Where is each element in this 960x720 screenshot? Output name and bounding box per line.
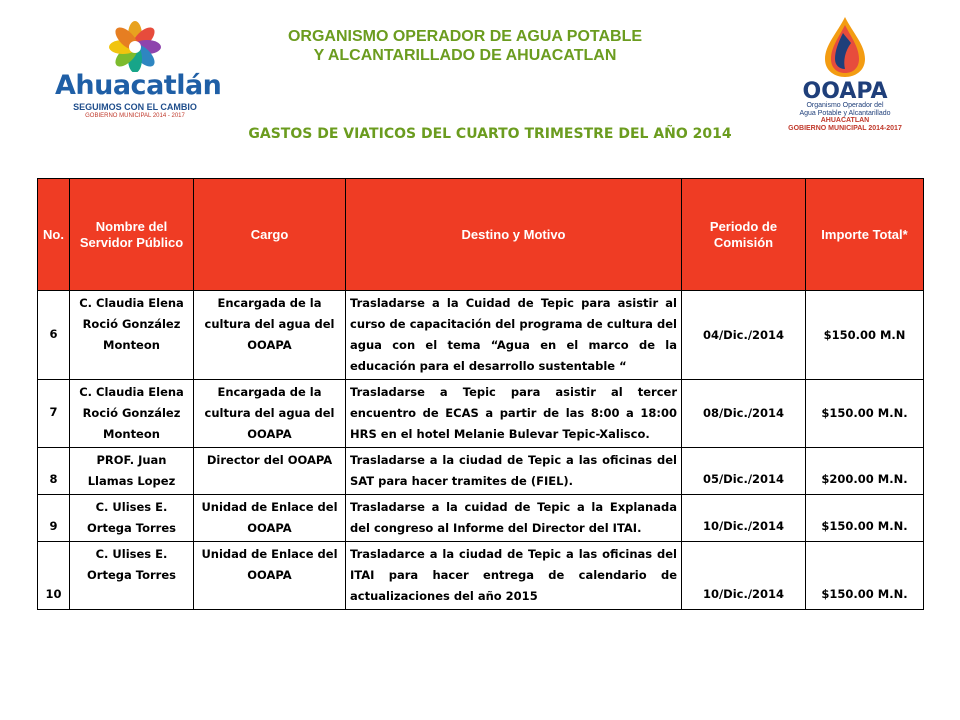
table-row — [38, 448, 924, 495]
cell-importe: $150.00 M.N. — [806, 380, 924, 448]
ooapa-brand: OOAPA — [802, 79, 888, 104]
travel-expenses-table — [37, 178, 924, 610]
cell-no: 9 — [38, 495, 70, 542]
organization-title-line2: Y ALCANTARILLADO DE AHUACATLAN — [313, 47, 617, 64]
ahuacatlan-brand: Ahuacatlán — [55, 70, 222, 101]
ahuacatlan-slogan: SEGUIMOS CON EL CAMBIO — [73, 102, 197, 112]
table-row — [38, 542, 924, 610]
cell-periodo: 10/Dic./2014 — [682, 542, 806, 610]
cell-cargo: Encargada de la cultura del agua del OOAPA — [194, 291, 346, 380]
ooapa-subtext-line1: Organismo Operador del — [806, 102, 884, 109]
ooapa-logo — [770, 15, 920, 130]
cell-no: 8 — [38, 448, 70, 495]
cell-nombre: C. Ulises E. Ortega Torres — [70, 542, 194, 610]
cell-destino: Trasladarse a Tepic para asistir al tercer encuentro de ECAS a partir de las 8:00 a 18:00 HRS en el hotel Melanie Bulevar Tepic-Xalisco. — [346, 380, 682, 448]
cell-importe: $150.00 M.N. — [806, 495, 924, 542]
cell-cargo: Director del OOAPA — [194, 448, 346, 495]
cell-nombre: C. Claudia Elena Roció González Monteon — [70, 380, 194, 448]
column-header-periodo: Periodo de Comisión — [682, 179, 806, 291]
ooapa-subtext-line2: Agua Potable y Alcantarillado — [799, 109, 891, 117]
ahuacatlan-government: GOBIERNO MUNICIPAL 2014 - 2017 — [85, 113, 185, 119]
column-header-nombre: Nombre del Servidor Público — [70, 179, 194, 291]
table-row — [38, 380, 924, 448]
cell-importe: $150.00 M.N. — [806, 542, 924, 610]
cell-periodo: 08/Dic./2014 — [682, 380, 806, 448]
cell-no: 7 — [38, 380, 70, 448]
organization-title-line1: ORGANISMO OPERADOR DE AGUA POTABLE — [287, 28, 643, 45]
cell-periodo: 05/Dic./2014 — [682, 448, 806, 495]
ahuacatlan-logo — [55, 20, 222, 120]
water-drop-icon — [815, 15, 875, 79]
flower-icon — [105, 20, 165, 72]
cell-importe: $150.00 M.N — [806, 291, 924, 380]
cell-cargo: Unidad de Enlace del OOAPA — [194, 495, 346, 542]
cell-destino: Trasladarse a la ciudad de Tepic a las oficinas del SAT para hacer tramites de (FIEL). — [346, 448, 682, 495]
cell-destino: Trasladarse a la Cuidad de Tepic para asistir al curso de capacitación del programa de cultura del agua con el tema “Agua en el marco de la educación para el desarrollo sustentable “ — [346, 291, 682, 380]
column-header-no: No. — [38, 179, 70, 291]
cell-nombre: C. Claudia Elena Roció González Monteon — [70, 291, 194, 380]
cell-no: 10 — [38, 542, 70, 610]
column-header-cargo: Cargo — [194, 179, 346, 291]
cell-destino: Trasladarse a la cuidad de Tepic a la Explanada del congreso al Informe del Director del ITAI. — [346, 495, 682, 542]
report-subtitle: GASTOS DE VIATICOS DEL CUARTO TRIMESTRE DEL AÑO 2014 — [248, 126, 732, 142]
table-header-row — [38, 179, 924, 291]
table-row — [38, 495, 924, 542]
organization-title — [215, 27, 715, 65]
column-header-importe: Importe Total* — [806, 179, 924, 291]
cell-cargo: Unidad de Enlace del OOAPA — [194, 542, 346, 610]
table-row — [38, 291, 924, 380]
cell-cargo: Encargada de la cultura del agua del OOAPA — [194, 380, 346, 448]
cell-no: 6 — [38, 291, 70, 380]
cell-importe: $200.00 M.N. — [806, 448, 924, 495]
cell-periodo: 04/Dic./2014 — [682, 291, 806, 380]
ooapa-subtext-line4: GOBIERNO MUNICIPAL 2014-2017 — [788, 124, 902, 132]
ooapa-subtext-line3: AHUACATLAN — [820, 117, 870, 124]
cell-nombre: C. Ulises E. Ortega Torres — [70, 495, 194, 542]
cell-destino: Trasladarce a la ciudad de Tepic a las oficinas del ITAI para hacer entrega de calendario de actualizaciones del año 2015 — [346, 542, 682, 610]
column-header-destino: Destino y Motivo — [346, 179, 682, 291]
cell-periodo: 10/Dic./2014 — [682, 495, 806, 542]
cell-nombre: PROF. Juan Llamas Lopez — [70, 448, 194, 495]
